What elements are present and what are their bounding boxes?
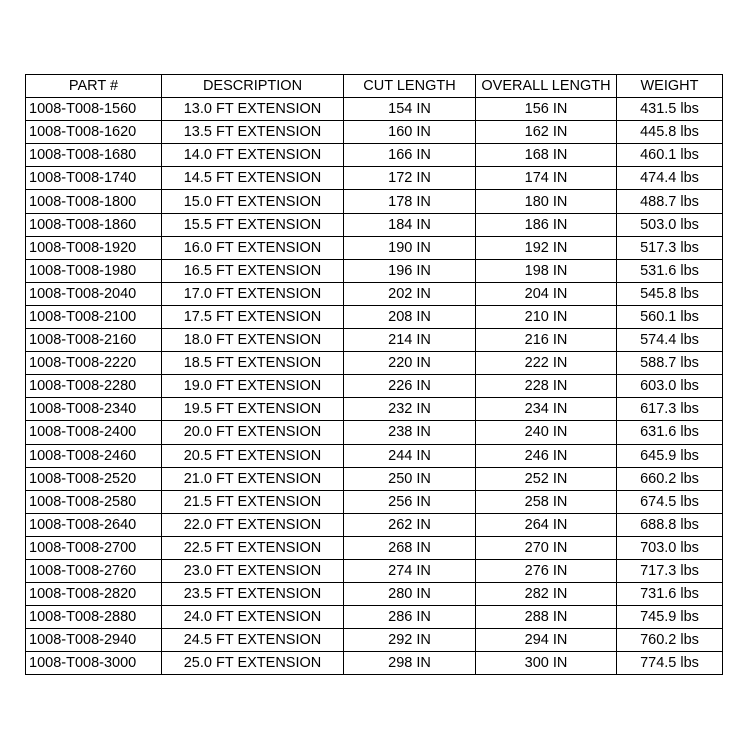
cell-part-number: 1008-T008-2520 [26, 467, 162, 490]
cell-part-number: 1008-T008-2460 [26, 444, 162, 467]
cell-part-number: 1008-T008-3000 [26, 652, 162, 675]
cell-cut-length: 268 IN [344, 536, 476, 559]
cell-cut-length: 298 IN [344, 652, 476, 675]
cell-cut-length: 154 IN [344, 98, 476, 121]
cell-part-number: 1008-T008-2220 [26, 352, 162, 375]
cell-description: 13.5 FT EXTENSION [162, 121, 344, 144]
cell-description: 22.5 FT EXTENSION [162, 536, 344, 559]
table-row [26, 190, 723, 213]
cell-description: 19.0 FT EXTENSION [162, 375, 344, 398]
cell-overall-length: 264 IN [476, 513, 617, 536]
table-row [26, 421, 723, 444]
cell-weight: 631.6 lbs [617, 421, 723, 444]
cell-cut-length: 280 IN [344, 583, 476, 606]
cell-part-number: 1008-T008-2880 [26, 606, 162, 629]
cell-overall-length: 204 IN [476, 282, 617, 305]
cell-cut-length: 214 IN [344, 329, 476, 352]
cell-description: 23.0 FT EXTENSION [162, 559, 344, 582]
extension-parts-table-container [25, 74, 722, 675]
cell-description: 17.0 FT EXTENSION [162, 282, 344, 305]
table-row [26, 213, 723, 236]
cell-overall-length: 282 IN [476, 583, 617, 606]
cell-part-number: 1008-T008-1920 [26, 236, 162, 259]
cell-cut-length: 190 IN [344, 236, 476, 259]
cell-overall-length: 180 IN [476, 190, 617, 213]
cell-weight: 574.4 lbs [617, 329, 723, 352]
cell-part-number: 1008-T008-2040 [26, 282, 162, 305]
cell-description: 23.5 FT EXTENSION [162, 583, 344, 606]
cell-cut-length: 292 IN [344, 629, 476, 652]
cell-overall-length: 210 IN [476, 305, 617, 328]
cell-weight: 431.5 lbs [617, 98, 723, 121]
cell-weight: 717.3 lbs [617, 559, 723, 582]
cell-description: 19.5 FT EXTENSION [162, 398, 344, 421]
cell-overall-length: 162 IN [476, 121, 617, 144]
cell-part-number: 1008-T008-2280 [26, 375, 162, 398]
table-header-row [26, 75, 723, 98]
cell-weight: 474.4 lbs [617, 167, 723, 190]
table-body [26, 98, 723, 675]
cell-cut-length: 208 IN [344, 305, 476, 328]
header-description: DESCRIPTION [162, 75, 344, 98]
cell-weight: 588.7 lbs [617, 352, 723, 375]
cell-weight: 531.6 lbs [617, 259, 723, 282]
cell-part-number: 1008-T008-1560 [26, 98, 162, 121]
cell-description: 18.0 FT EXTENSION [162, 329, 344, 352]
table-row [26, 583, 723, 606]
cell-weight: 645.9 lbs [617, 444, 723, 467]
cell-weight: 560.1 lbs [617, 305, 723, 328]
cell-description: 16.0 FT EXTENSION [162, 236, 344, 259]
cell-overall-length: 168 IN [476, 144, 617, 167]
cell-weight: 603.0 lbs [617, 375, 723, 398]
cell-overall-length: 270 IN [476, 536, 617, 559]
cell-weight: 460.1 lbs [617, 144, 723, 167]
cell-cut-length: 196 IN [344, 259, 476, 282]
cell-part-number: 1008-T008-1860 [26, 213, 162, 236]
table-row [26, 329, 723, 352]
header-overall-length: OVERALL LENGTH [476, 75, 617, 98]
cell-description: 21.5 FT EXTENSION [162, 490, 344, 513]
table-row [26, 398, 723, 421]
cell-part-number: 1008-T008-2820 [26, 583, 162, 606]
table-row [26, 536, 723, 559]
cell-weight: 731.6 lbs [617, 583, 723, 606]
header-weight: WEIGHT [617, 75, 723, 98]
cell-overall-length: 288 IN [476, 606, 617, 629]
table-row [26, 467, 723, 490]
header-part-number: PART # [26, 75, 162, 98]
cell-part-number: 1008-T008-2160 [26, 329, 162, 352]
cell-weight: 617.3 lbs [617, 398, 723, 421]
cell-weight: 545.8 lbs [617, 282, 723, 305]
cell-cut-length: 286 IN [344, 606, 476, 629]
cell-overall-length: 174 IN [476, 167, 617, 190]
cell-weight: 445.8 lbs [617, 121, 723, 144]
cell-overall-length: 198 IN [476, 259, 617, 282]
cell-description: 20.5 FT EXTENSION [162, 444, 344, 467]
cell-weight: 760.2 lbs [617, 629, 723, 652]
cell-cut-length: 166 IN [344, 144, 476, 167]
cell-overall-length: 228 IN [476, 375, 617, 398]
cell-description: 20.0 FT EXTENSION [162, 421, 344, 444]
table-row [26, 629, 723, 652]
cell-cut-length: 238 IN [344, 421, 476, 444]
cell-overall-length: 222 IN [476, 352, 617, 375]
table-row [26, 352, 723, 375]
cell-description: 21.0 FT EXTENSION [162, 467, 344, 490]
cell-description: 15.0 FT EXTENSION [162, 190, 344, 213]
cell-cut-length: 250 IN [344, 467, 476, 490]
cell-description: 16.5 FT EXTENSION [162, 259, 344, 282]
cell-part-number: 1008-T008-2340 [26, 398, 162, 421]
cell-part-number: 1008-T008-1740 [26, 167, 162, 190]
cell-part-number: 1008-T008-2580 [26, 490, 162, 513]
cell-part-number: 1008-T008-2100 [26, 305, 162, 328]
cell-cut-length: 244 IN [344, 444, 476, 467]
table-row [26, 490, 723, 513]
cell-description: 24.5 FT EXTENSION [162, 629, 344, 652]
table-row [26, 121, 723, 144]
cell-description: 14.5 FT EXTENSION [162, 167, 344, 190]
cell-weight: 660.2 lbs [617, 467, 723, 490]
cell-cut-length: 220 IN [344, 352, 476, 375]
cell-overall-length: 234 IN [476, 398, 617, 421]
cell-weight: 745.9 lbs [617, 606, 723, 629]
cell-weight: 688.8 lbs [617, 513, 723, 536]
cell-part-number: 1008-T008-1620 [26, 121, 162, 144]
table-row [26, 259, 723, 282]
cell-part-number: 1008-T008-2700 [26, 536, 162, 559]
cell-overall-length: 252 IN [476, 467, 617, 490]
cell-cut-length: 172 IN [344, 167, 476, 190]
table-row [26, 305, 723, 328]
cell-overall-length: 186 IN [476, 213, 617, 236]
table-row [26, 606, 723, 629]
table-row [26, 282, 723, 305]
cell-part-number: 1008-T008-2400 [26, 421, 162, 444]
table-row [26, 559, 723, 582]
cell-description: 24.0 FT EXTENSION [162, 606, 344, 629]
table-row [26, 98, 723, 121]
cell-description: 13.0 FT EXTENSION [162, 98, 344, 121]
cell-cut-length: 178 IN [344, 190, 476, 213]
table-row [26, 444, 723, 467]
cell-weight: 517.3 lbs [617, 236, 723, 259]
table-row [26, 513, 723, 536]
cell-description: 22.0 FT EXTENSION [162, 513, 344, 536]
cell-cut-length: 256 IN [344, 490, 476, 513]
cell-overall-length: 258 IN [476, 490, 617, 513]
cell-overall-length: 240 IN [476, 421, 617, 444]
cell-overall-length: 300 IN [476, 652, 617, 675]
cell-cut-length: 226 IN [344, 375, 476, 398]
cell-weight: 703.0 lbs [617, 536, 723, 559]
cell-part-number: 1008-T008-2940 [26, 629, 162, 652]
cell-part-number: 1008-T008-2640 [26, 513, 162, 536]
cell-description: 25.0 FT EXTENSION [162, 652, 344, 675]
extension-parts-table [25, 74, 723, 675]
cell-cut-length: 232 IN [344, 398, 476, 421]
cell-part-number: 1008-T008-1800 [26, 190, 162, 213]
table-row [26, 652, 723, 675]
cell-weight: 503.0 lbs [617, 213, 723, 236]
cell-overall-length: 294 IN [476, 629, 617, 652]
table-row [26, 167, 723, 190]
table-row [26, 375, 723, 398]
cell-cut-length: 202 IN [344, 282, 476, 305]
cell-part-number: 1008-T008-1980 [26, 259, 162, 282]
cell-part-number: 1008-T008-2760 [26, 559, 162, 582]
cell-cut-length: 262 IN [344, 513, 476, 536]
cell-overall-length: 156 IN [476, 98, 617, 121]
cell-overall-length: 192 IN [476, 236, 617, 259]
table-row [26, 144, 723, 167]
cell-description: 15.5 FT EXTENSION [162, 213, 344, 236]
cell-overall-length: 246 IN [476, 444, 617, 467]
cell-part-number: 1008-T008-1680 [26, 144, 162, 167]
cell-weight: 674.5 lbs [617, 490, 723, 513]
header-cut-length: CUT LENGTH [344, 75, 476, 98]
cell-cut-length: 184 IN [344, 213, 476, 236]
cell-overall-length: 216 IN [476, 329, 617, 352]
cell-cut-length: 160 IN [344, 121, 476, 144]
cell-description: 14.0 FT EXTENSION [162, 144, 344, 167]
cell-weight: 774.5 lbs [617, 652, 723, 675]
cell-description: 18.5 FT EXTENSION [162, 352, 344, 375]
table-row [26, 236, 723, 259]
cell-description: 17.5 FT EXTENSION [162, 305, 344, 328]
cell-overall-length: 276 IN [476, 559, 617, 582]
cell-cut-length: 274 IN [344, 559, 476, 582]
cell-weight: 488.7 lbs [617, 190, 723, 213]
